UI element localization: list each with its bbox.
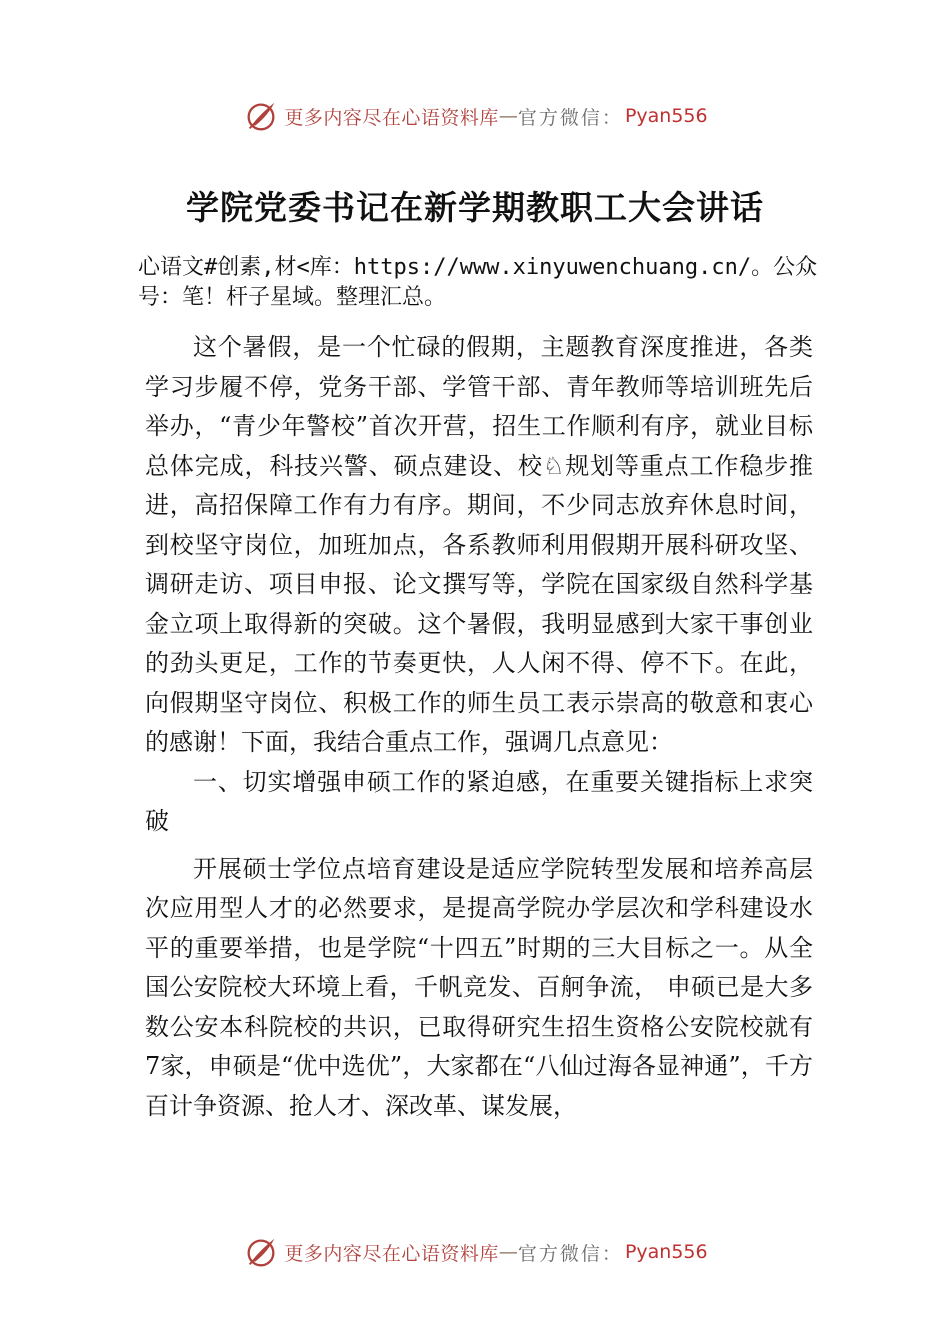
paragraph: 这个暑假，是一个忙碌的假期，主题教育深度推进，各类学习步履不停，党务干部、学管干部、青年教师等培训班先后举办，“青少年警校”首次开营，招生工作顺利有序，就业目标总体完成，科技兴警、硕点建设、校♘规划等重点工作稳步推进，高招保障工作有力有序。期间，不少同志放弃休息时间，到校坚守岗位，加班加点，各系教师利用假期开展科研攻坚、调研走访、项目申报、论文撰写等，学院在国家级自然科学基金立项上取得新的突破。这个暑假，我明显感到大家干事创业的劲头更足，工作的节奏更快，人人闲不得、停不下。在此，向假期坚守岗位、积极工作的师生员工表示崇高的敬意和衷心的感谢！下面，我结合重点工作，强调几点意见：: [145, 333, 813, 756]
source-note: 心语文#创素,材<库：https://www.xinyuwenchuang.cn/。公众号：笔！杆子星域。整理汇总。: [138, 255, 818, 310]
banner-wechat-label: 官方微信：: [517, 1242, 623, 1265]
document-body: [145, 328, 813, 1126]
header-banner: [0, 92, 950, 140]
quill-logo-icon: [242, 1233, 280, 1271]
banner-wechat-label: 官方微信：: [517, 106, 623, 129]
banner-separator: —: [498, 1241, 518, 1263]
section-heading: 一、切实增强申硕工作的紧迫感，在重要关键指标上求突破: [145, 767, 813, 835]
page-title: 学院党委书记在新学期教职工大会讲话: [186, 188, 764, 227]
banner-separator: —: [498, 105, 518, 127]
banner-wechat-id: Pyan556: [624, 1241, 708, 1263]
paragraph: 开展硕士学位点培育建设是适应学院转型发展和培养高层次应用型人才的必然要求，是提高学院办学层次和学科建设水平的重要举措，也是学院“十四五”时期的三大目标之一。从全国公安院校大环境上看，千帆竞发、百舸争流， 申硕已是大多数公安本科院校的共识，已取得研究生招生资格公安院校就有 7家，申硕是“优中选优”，大家都在“八仙过海各显神通”，千方百计争资源、抢人才、深改革、谋发展，: [145, 854, 813, 1120]
banner-wechat-id: Pyan556: [624, 105, 708, 127]
banner-text: 更多内容尽在心语资料库: [284, 106, 499, 129]
quill-logo-icon: [242, 97, 280, 135]
banner-text: 更多内容尽在心语资料库: [284, 1242, 499, 1265]
footer-banner: [0, 1228, 950, 1276]
